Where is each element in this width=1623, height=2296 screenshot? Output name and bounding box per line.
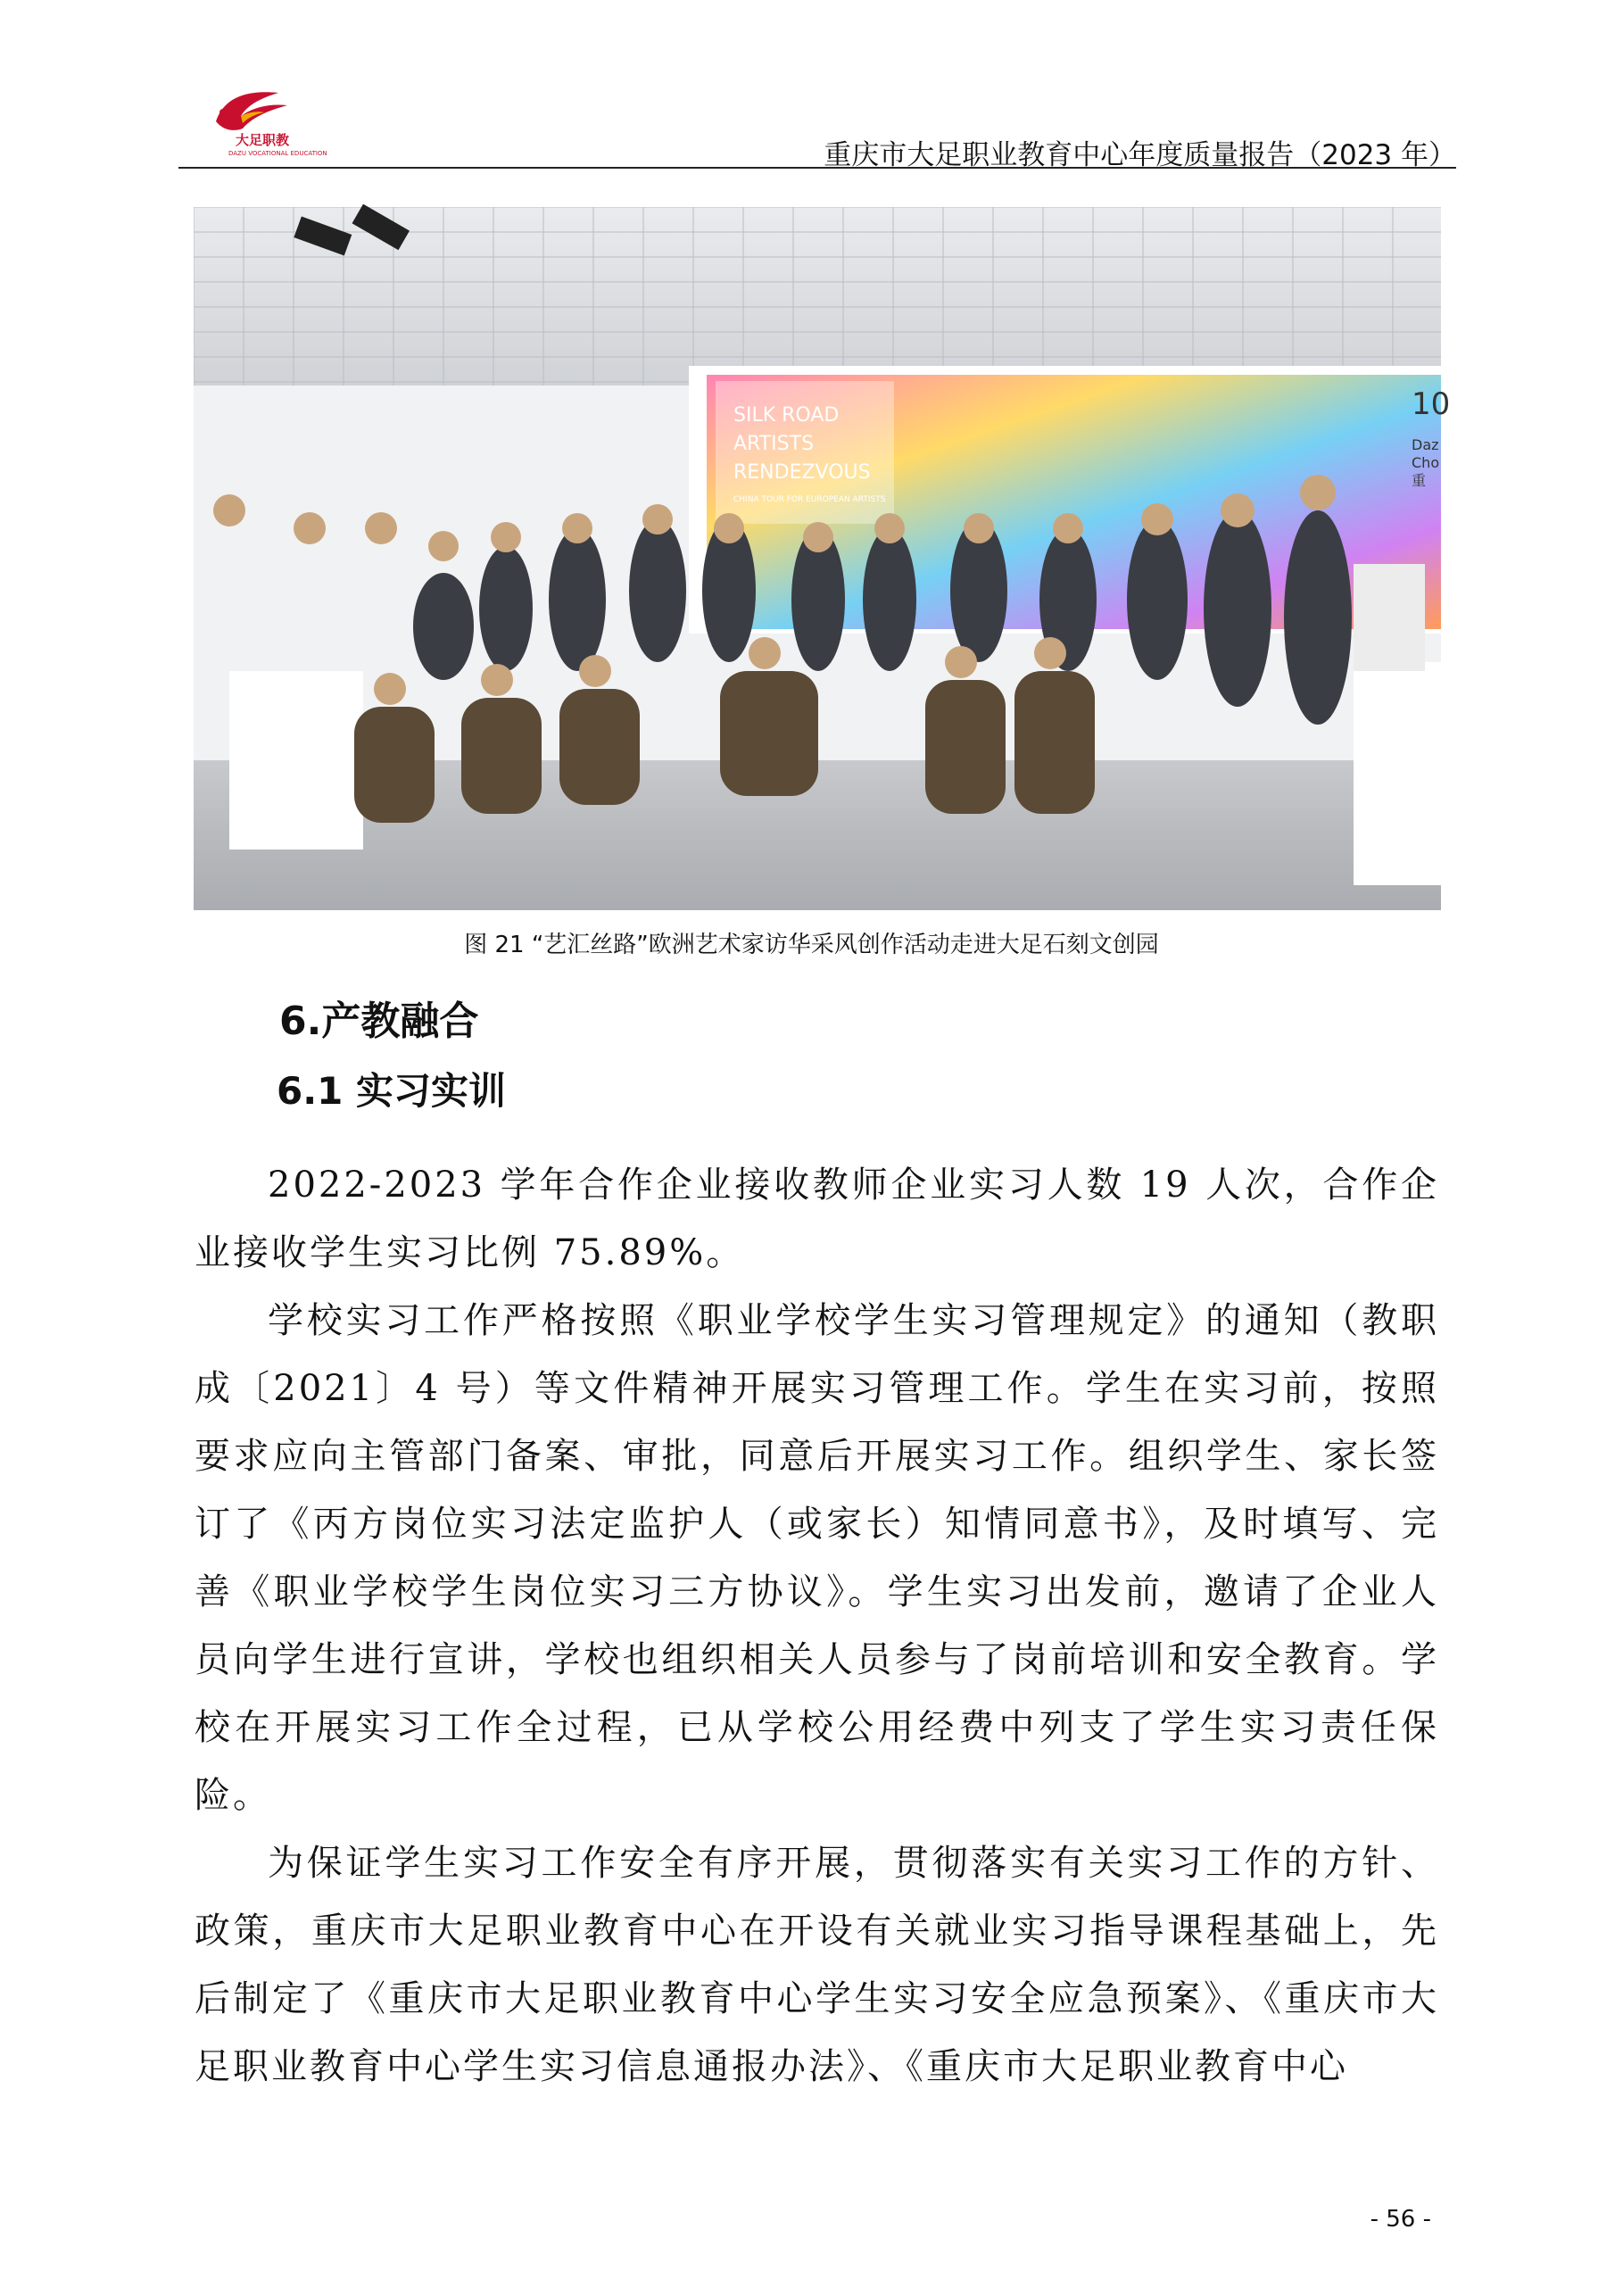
report-title: 重庆市大足职业教育中心年度质量报告（2023 年）: [824, 139, 1456, 171]
body-text: [195, 1151, 1439, 2101]
figure-caption: 图 21 “艺汇丝路”欧洲艺术家访华采风创作活动走进大足石刻文创园: [464, 932, 1159, 958]
header-divider: [178, 167, 1456, 169]
banner-line-3: RENDEZVOUS: [733, 461, 871, 484]
subsection-heading: 6.1 实习实训: [277, 1069, 507, 1113]
logo-text: 大足职教: [236, 132, 290, 148]
paragraph-3: 为保证学生实习工作安全有序开展，贯彻落实有关实习工作的方针、政策，重庆市大足职业教育中心在开设有关就业实习指导课程基础上，先后制定了《重庆市大足职业教育中心学生实习安全应急预案》、《重庆市大足职业教育中心学生实习信息通报办法》、《重庆市大足职业教育中心: [195, 1843, 1439, 2087]
logo-subtext: DAZU VOCATIONAL EDUCATION: [228, 150, 327, 157]
banner-right-3: Cho: [1412, 454, 1440, 471]
section-heading: 6.产教融合: [279, 999, 479, 1044]
banner-right-2: Daz: [1412, 436, 1439, 453]
banner-line-2: ARTISTS: [733, 433, 815, 455]
school-logo: [198, 86, 327, 157]
group-photo: [194, 207, 1451, 910]
banner-right-1: 10: [1412, 386, 1451, 422]
banner-small: CHINA TOUR FOR EUROPEAN ARTISTS: [733, 495, 886, 504]
banner-line-1: SILK ROAD: [733, 404, 840, 427]
paragraph-1: 2022-2023 学年合作企业接收教师企业实习人数 19 人次，合作企业接收学生实习比例 75.89%。: [195, 1165, 1439, 1273]
banner-right-4: 重: [1412, 472, 1427, 489]
page-header: [178, 62, 1456, 170]
page-number: - 56 -: [1370, 2206, 1431, 2233]
paragraph-2: 学校实习工作严格按照《职业学校学生实习管理规定》的通知（教职成〔2021〕4 号）等文件精神开展实习管理工作。学生在实习前，按照要求应向主管部门备案、审批，同意后开展实习工作。组织学生、家长签订了《丙方岗位实习法定监护人（或家长）知情同意书》，及时填写、完善《职业学校学生岗位实习三方协议》。学生实习出发前，邀请了企业人员向学生进行宣讲，学校也组织相关人员参与了岗前培训和安全教育。学校在开展实习工作全过程，已从学校公用经费中列支了学生实习责任保险。: [195, 1300, 1439, 1816]
